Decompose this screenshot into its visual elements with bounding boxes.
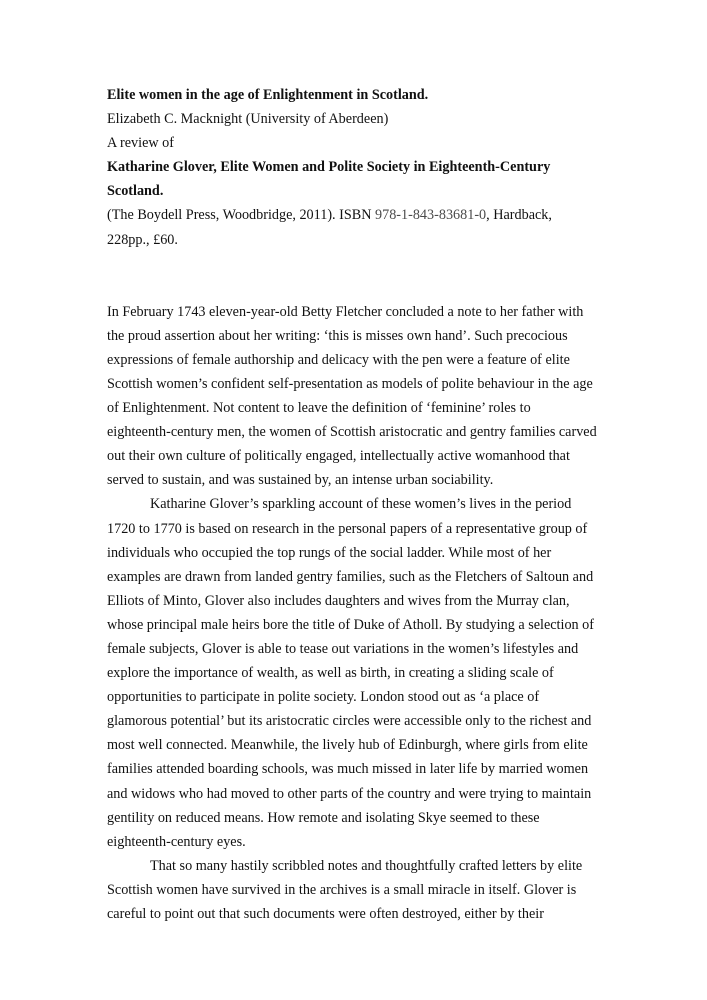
body-line: Scottish women have survived in the archives is a small miracle in itself. Glover is bbox=[107, 881, 577, 898]
publication-prefix: (The Boydell Press, Woodbridge, 2011). ISBN bbox=[107, 207, 376, 224]
publication-info bbox=[107, 203, 601, 227]
body-line: gentility on reduced means. How remote and isolating Skye seemed to these bbox=[107, 809, 540, 826]
body-line: careful to point out that such documents were often destroyed, either by their bbox=[107, 906, 544, 922]
book-title-line: Katharine Glover, Elite Women and Polite Society in Eighteenth-Century bbox=[107, 159, 551, 176]
body-line: female subjects, Glover is able to tease out variations in the women’s lifestyles and bbox=[107, 640, 579, 657]
review-author: Elizabeth C. Macknight (University of Aberdeen) bbox=[107, 111, 389, 128]
body-line: of Enlightenment. Not content to leave the definition of ‘feminine’ roles to bbox=[107, 400, 531, 417]
body-line: In February 1743 eleven-year-old Betty Fletcher concluded a note to her father with bbox=[107, 303, 584, 320]
body-line: Elliots of Minto, Glover also includes daughters and wives from the Murray clan, bbox=[107, 592, 570, 609]
document-page bbox=[107, 83, 601, 926]
body-line: explore the importance of wealth, as well as birth, in creating a sliding scale of bbox=[107, 665, 554, 682]
body-line: most well connected. Meanwhile, the lively hub of Edinburgh, where girls from elite bbox=[107, 737, 588, 754]
body-line: examples are drawn from landed gentry families, such as the Fletchers of Saltoun and bbox=[107, 568, 594, 585]
publication-info-line2: 228pp., £60. bbox=[107, 231, 178, 248]
body-line: eighteenth-century eyes. bbox=[107, 833, 246, 850]
isbn-number: 978-1-843-83681-0 bbox=[375, 207, 487, 224]
body-line: out their own culture of politically engaged, intellectually active womanhood that bbox=[107, 448, 570, 465]
body-line: opportunities to participate in polite society. London stood out as ‘a place of bbox=[107, 689, 540, 706]
review-label: A review of bbox=[107, 135, 174, 152]
review-title: Elite women in the age of Enlightenment in Scotland. bbox=[107, 87, 429, 103]
body-line: served to sustain, and was sustained by, an intense urban sociability. bbox=[107, 472, 494, 489]
body-line: the proud assertion about her writing: ‘this is misses own hand’. Such precocious bbox=[107, 327, 568, 344]
body-line: Katharine Glover’s sparkling account of these women’s lives in the period bbox=[150, 496, 572, 513]
body-line: and widows who had moved to other parts of the country and were trying to maintain bbox=[107, 785, 592, 802]
body-line: 1720 to 1770 is based on research in the personal papers of a representative group of bbox=[107, 520, 588, 537]
body-line: individuals who occupied the top rungs of the social ladder. While most of her bbox=[107, 544, 552, 561]
body-line: That so many hastily scribbled notes and thoughtfully crafted letters by elite bbox=[150, 857, 583, 874]
paragraph-2 bbox=[107, 492, 601, 853]
paragraph-3 bbox=[107, 854, 601, 926]
body-line: glamorous potential’ but its aristocratic circles were accessible only to the richest and bbox=[107, 713, 592, 730]
body-line: Scottish women’s confident self-presentation as models of polite behaviour in the age bbox=[107, 375, 593, 392]
body-line: eighteenth-century men, the women of Scottish aristocratic and gentry families carved bbox=[107, 424, 597, 441]
spacer bbox=[107, 276, 601, 300]
body-line: whose principal male heirs bore the title of Duke of Atholl. By studying a selection of bbox=[107, 616, 594, 633]
spacer bbox=[107, 252, 601, 276]
body-line: families attended boarding schools, was much missed in later life by married women bbox=[107, 761, 589, 778]
paragraph-1 bbox=[107, 300, 601, 493]
publication-suffix: , Hardback, bbox=[486, 207, 552, 224]
book-title-line: Scotland. bbox=[107, 183, 164, 200]
body-line: expressions of female authorship and delicacy with the pen were a feature of elite bbox=[107, 351, 570, 368]
